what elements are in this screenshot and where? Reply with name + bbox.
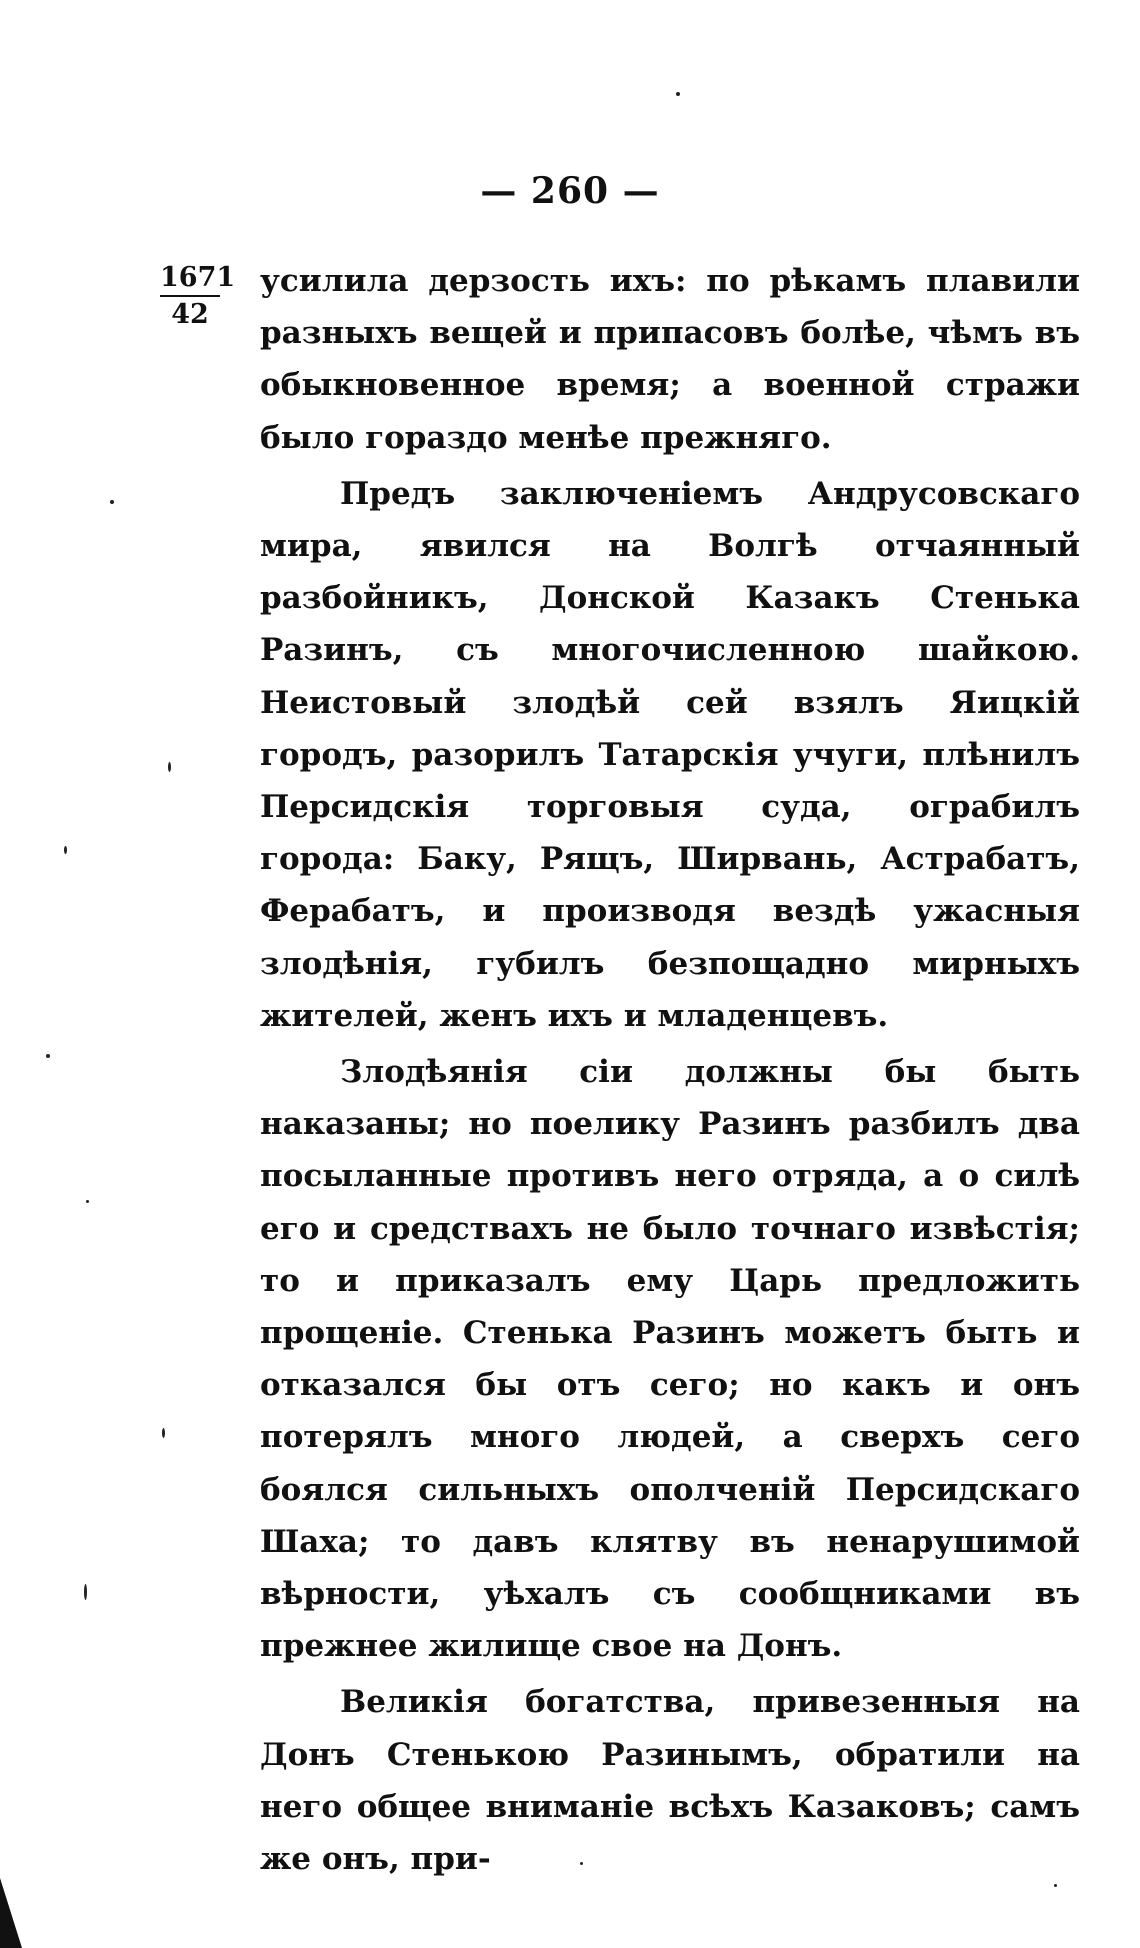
paragraph-2: Предъ заключенiемъ Андрусовскаго мира, явился на Волгѣ отчаянный разбойникъ, Донской Казакъ Стенька Разинъ, съ многочисленною шайкою. Неистовый злодѣй сей взялъ Яицкiй городъ, разорилъ Татарскiя учуги, плѣнилъ Персидскiя торговыя суда, ограбилъ города: Баку, Рящъ, Ширвань, Астрабатъ, Ферабатъ, и производя вездѣ ужасныя злодѣнiя, губилъ безпощадно мирныхъ жителей, женъ ихъ и младенцевъ. [260,475,1080,1034]
scan-speck [168,762,171,772]
scan-speck [64,846,67,854]
scan-speck [162,1428,165,1438]
scan-speck [580,1862,583,1865]
page-number: — 260 — [480,170,660,212]
margin-note [160,262,236,331]
scan-speck [46,1054,50,1058]
paragraph-4: Великiя богатства, привезенныя на Донъ Стенькою Разинымъ, обратили на него общее вниманiе всѣхъ Казаковъ; самъ же онъ, при- [260,1684,1080,1878]
scan-speck [84,1584,87,1600]
scan-speck [676,92,680,96]
paragraph-1: усилила дерзость ихъ: по рѣкамъ плавили разныхъ вещей и припасовъ болѣе, чѣмъ въ обыкновенное время; а военной стражи было гораздо менѣе прежняго. [260,263,1080,456]
scan-speck [86,1200,89,1203]
scan-corner-mark [0,1878,22,1948]
margin-note-year: 1671 [160,262,220,297]
scan-speck [110,500,114,504]
margin-note-sub: 42 [171,299,209,331]
paragraph-3: Злодѣянiя сiи должны бы быть наказаны; но поелику Разинъ разбилъ два посыланные противъ него отряда, а о силѣ его и средствахъ не было точнаго извѣстiя; то и приказалъ ему Царь предложить прощенiе. Стенька Разинъ можетъ быть и отказался бы отъ сего; но какъ и онъ потерялъ много людей, а сверхъ сего боялся сильныхъ ополченiй Персидскаго Шаха; то давъ клятву въ ненарушимой вѣрности, уѣхалъ съ сообщниками въ прежнее жилище свое на Донъ. [260,1054,1080,1665]
scan-speck [1054,1884,1057,1887]
text-body [260,255,1080,1885]
